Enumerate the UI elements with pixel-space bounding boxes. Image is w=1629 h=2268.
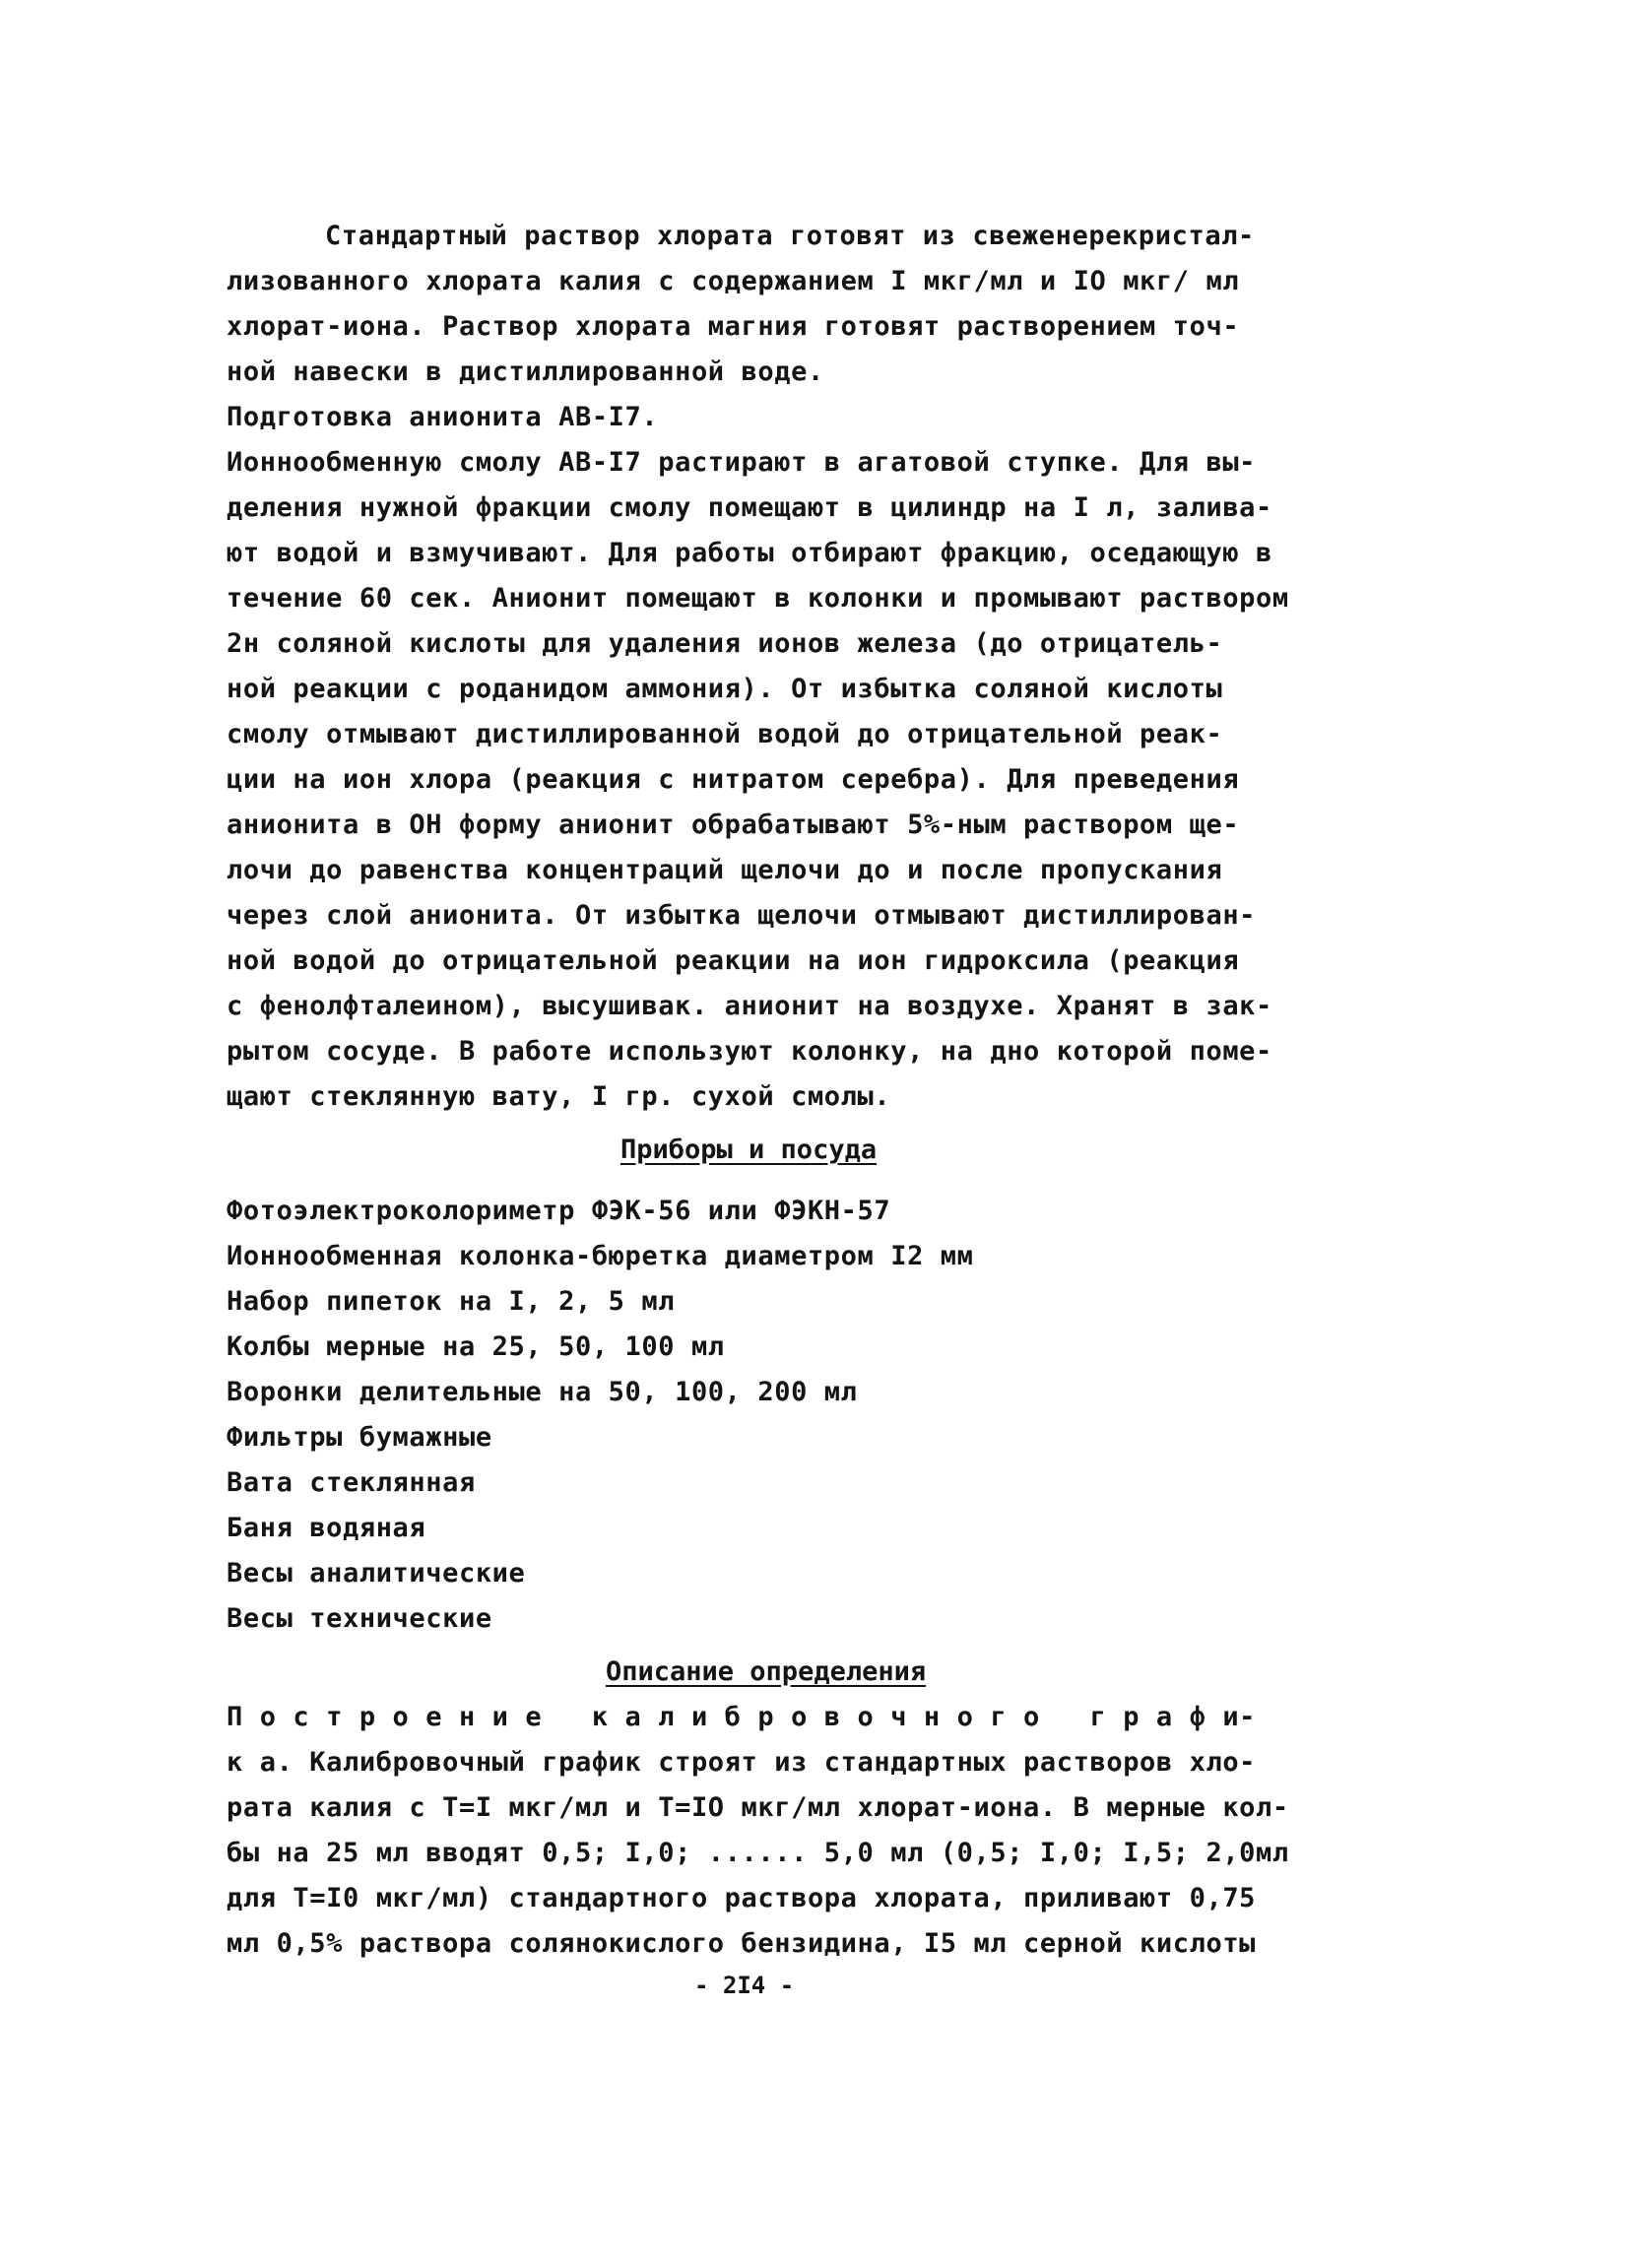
paragraph-line: рытом сосуде. В работе используют колонку, на дно которой поме- <box>227 1036 1272 1067</box>
paragraph-line: ют водой и взмучивают. Для работы отбирают фракцию, оседающую в <box>227 538 1272 568</box>
paragraph-line: ции на ион хлора (реакция с нитратом серебра). Для преведения <box>227 764 1240 795</box>
paragraph-line: к а. Калибровочный график строят из стандартных растворов хло- <box>227 1747 1257 1778</box>
paragraph-line: смолу отмывают дистиллированной водой до отрицательной реак- <box>227 719 1223 749</box>
paragraph-line: течение 60 сек. Анионит помещают в колонки и промывают раствором <box>227 583 1289 614</box>
equipment-item: Фотоэлектроколориметр ФЭК-56 или ФЭКН-57 <box>227 1196 891 1226</box>
equipment-item: Весы технические <box>227 1603 492 1634</box>
paragraph-line: рата калия с Т=I мкг/мл и Т=IO мкг/мл хлорат-иона. В мерные кол- <box>227 1792 1289 1823</box>
paragraph-line: ной навески в дистиллированной воде. <box>227 356 824 387</box>
equipment-item: Весы аналитические <box>227 1558 526 1588</box>
paragraph-line: через слой анионита. От избытка щелочи отмывают дистиллирован- <box>227 900 1257 931</box>
paragraph-line: бы на 25 мл вводят 0,5; I,0; ...... 5,0 мл (0,5; I,0; I,5; 2,0мл <box>227 1838 1289 1868</box>
equipment-item: Вата стеклянная <box>227 1467 476 1498</box>
equipment-item: Воронки делительные на 50, 100, 200 мл <box>227 1377 858 1407</box>
equipment-heading: Приборы и посуда <box>620 1134 878 1165</box>
paragraph-line: 2н соляной кислоты для удаления ионов железа (до отрицатель- <box>227 628 1223 659</box>
paragraph-line: для Т=I0 мкг/мл) стандартного раствора хлората, приливают 0,75 <box>227 1883 1257 1913</box>
equipment-item: Баня водяная <box>227 1513 426 1543</box>
equipment-item: Колбы мерные на 25, 50, 100 мл <box>227 1331 725 1362</box>
section-subheading: Подготовка анионита АВ-I7. <box>227 402 659 432</box>
description-heading: Описание определения <box>606 1656 927 1687</box>
equipment-item: Фильтры бумажные <box>227 1422 492 1453</box>
equipment-item: Набор пипеток на I, 2, 5 мл <box>227 1286 676 1317</box>
paragraph-line: П о с т р о е н и е к а л и б р о в о ч н о г о г р а ф и- <box>227 1702 1257 1732</box>
paragraph-line: ной водой до отрицательной реакции на ион гидроксила (реакция <box>227 945 1240 976</box>
paragraph-line: лочи до равенства концентраций щелочи до и после пропускания <box>227 855 1223 885</box>
page-number: - 2I4 - <box>694 1972 795 1999</box>
paragraph-line: лизованного хлората калия с содержанием I мкг/мл и IO мкг/ мл <box>227 266 1240 296</box>
paragraph-line: Стандартный раствор хлората готовят из свеженерекристал- <box>325 221 1255 251</box>
paragraph-line: с фенолфталеином), высушивак. анионит на воздухе. Хранят в зак- <box>227 991 1272 1021</box>
paragraph-line: мл 0,5% раствора солянокислого бензидина, I5 мл серной кислоты <box>227 1928 1257 1959</box>
paragraph-line: анионита в ОН форму анионит обрабатывают 5%-ным раствором ще- <box>227 810 1240 840</box>
paragraph-line: деления нужной фракции смолу помещают в цилиндр на I л, залива- <box>227 492 1272 523</box>
paragraph-line: хлорат-иона. Раствор хлората магния готовят растворением точ- <box>227 311 1240 342</box>
paragraph-line: щают стеклянную вату, I гр. сухой смолы. <box>227 1081 891 1112</box>
paragraph-line: ной реакции с роданидом аммония). От избытка соляной кислоты <box>227 674 1223 704</box>
paragraph-line: Ионнообменную смолу АВ-I7 растирают в агатовой ступке. Для вы- <box>227 447 1257 478</box>
equipment-item: Ионнообменная колонка-бюретка диаметром I2 мм <box>227 1241 974 1271</box>
